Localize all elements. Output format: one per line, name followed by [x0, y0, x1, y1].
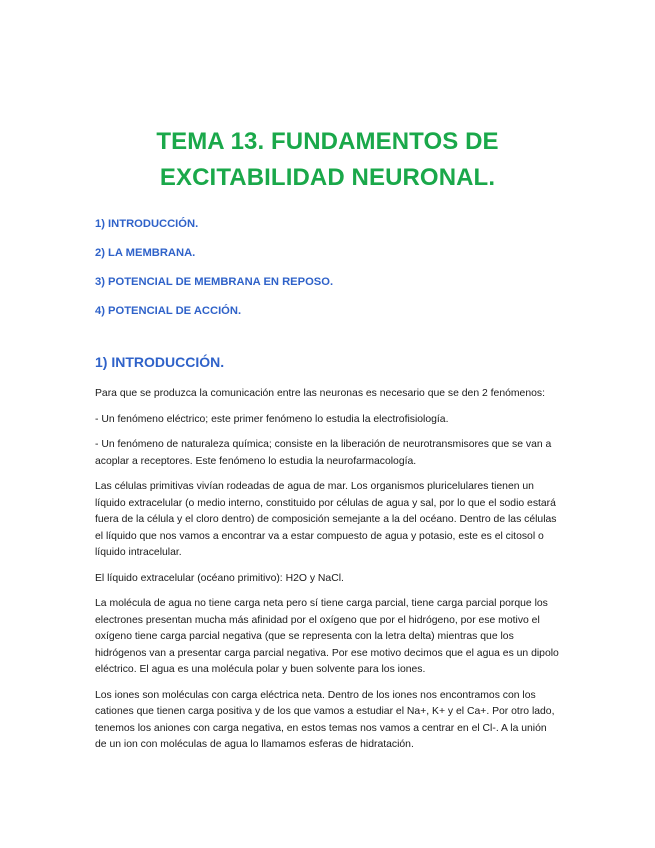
- title-line-1: TEMA 13. FUNDAMENTOS DE: [156, 128, 499, 155]
- paragraph: La molécula de agua no tiene carga neta pero sí tiene carga parcial, tiene carga parcial porque los electrones presentan mucha más afinidad por el oxígeno que por el hidrógeno, por ese motivo el oxígeno tiene carga parcial negativa (que se representa con la letra delta) mientras que los hidrógenos van a presentar carga parcial negativa. Por ese motivo decimos que el agua es un dipolo eléctrico. El agua es una molécula polar y buen solvente para los iones.: [95, 598, 559, 675]
- toc-item-potencial-reposo: 3) POTENCIAL DE MEMBRANA EN REPOSO.: [95, 276, 334, 288]
- table-of-contents: [95, 218, 560, 317]
- toc-item-introduccion: 1) INTRODUCCIÓN.: [95, 218, 199, 230]
- paragraph: Para que se produzca la comunicación entre las neuronas es necesario que se den 2 fenómenos:: [95, 388, 545, 399]
- paragraph: Los iones son moléculas con carga eléctrica neta. Dentro de los iones nos encontramos con los cationes que tienen carga positiva y de los que vamos a estudiar el Na+, K+ y el Ca+. Por otro lado, tenemos los aniones con carga negativa, en estos temas nos vamos a centrar en el Cl-. A la unión de un ion con moléculas de agua lo llamamos esferas de hidratación.: [95, 689, 555, 750]
- section-body: [95, 386, 560, 754]
- toc-item-potencial-accion: 4) POTENCIAL DE ACCIÓN.: [95, 305, 242, 317]
- paragraph: Las células primitivas vivían rodeadas de agua de mar. Los organismos pluricelulares tienen un líquido extracelular (o medio interno, constituido por células de agua y sal, por lo que el sodio estará fuera de la célula y el cloro dentro) de composición semejante a la del océano. Dentro de las células el líquido que nos vamos a encontrar va a estar compuesto de agua y potasio, este es el citosol o líquido intracelular.: [95, 481, 557, 558]
- document-title: [95, 0, 560, 196]
- paragraph: El líquido extracelular (océano primitivo): H2O y NaCl.: [95, 572, 344, 584]
- section-heading: 1) INTRODUCCIÓN.: [95, 354, 225, 370]
- title-line-2: EXCITABILIDAD NEURONAL.: [159, 164, 496, 191]
- paragraph: - Un fenómeno eléctrico; este primer fenómeno lo estudia la electrofisiología.: [95, 413, 449, 425]
- paragraph: - Un fenómeno de naturaleza química; consiste en la liberación de neurotransmisores que se van a acoplar a receptores. Este fenómeno lo estudia la neurofarmacología.: [95, 439, 552, 467]
- toc-item-membrana: 2) LA MEMBRANA.: [95, 247, 196, 259]
